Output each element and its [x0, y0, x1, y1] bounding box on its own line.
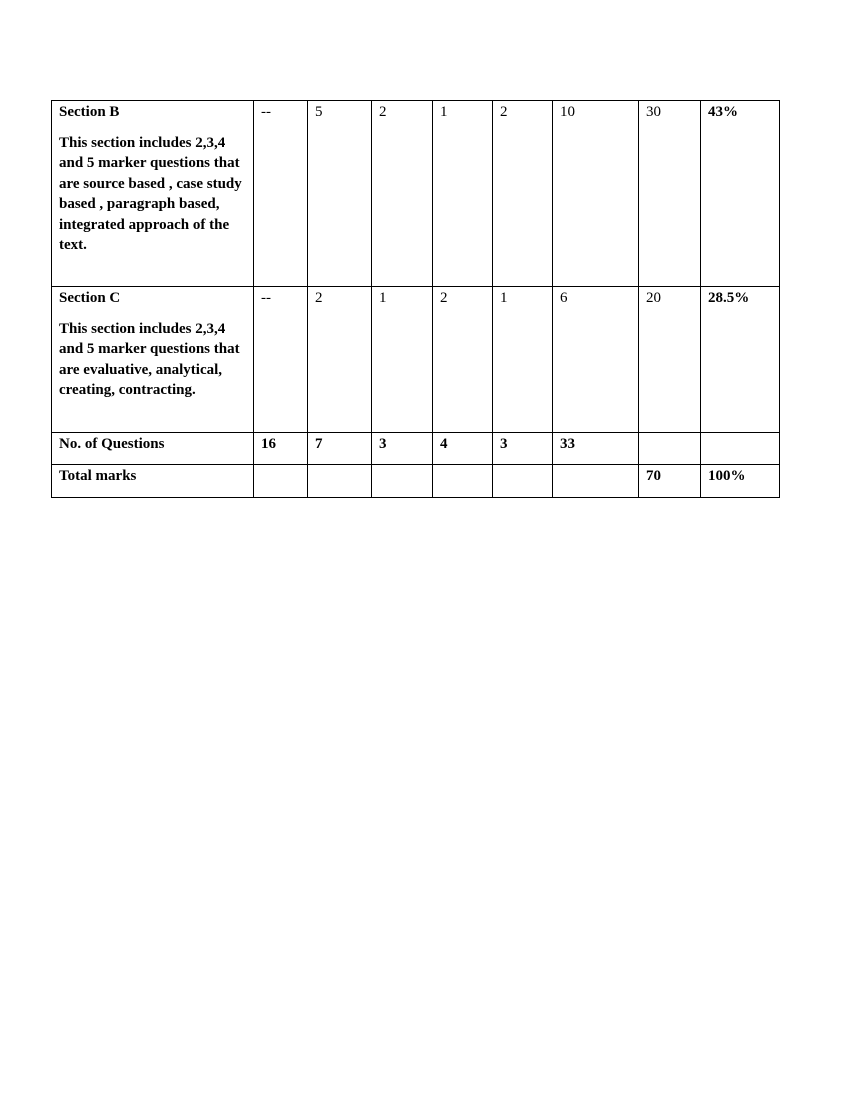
total-marks-cell-5 [493, 465, 553, 498]
section-c-cell-1: -- [254, 287, 308, 433]
section-b-cell-5: 2 [493, 101, 553, 287]
section-c-cell-7: 20 [639, 287, 701, 433]
no-of-questions-cell-2: 7 [308, 433, 372, 465]
total-marks-cell-7: 70 [639, 465, 701, 498]
section-c-cell-2: 2 [308, 287, 372, 433]
section-c-cell-5: 1 [493, 287, 553, 433]
table-row-section-c [52, 287, 780, 433]
no-of-questions-cell-4: 4 [433, 433, 493, 465]
marks-distribution-table [51, 100, 780, 498]
table-row-total-marks [52, 465, 780, 498]
total-marks-label: Total marks [52, 465, 254, 498]
section-c-label-cell [52, 287, 254, 433]
section-c-title: Section C [59, 290, 121, 306]
section-b-description: This section includes 2,3,4 and 5 marker questions that are source based , case study based , paragraph based, integrated approach of the text. [59, 134, 242, 253]
section-b-title: Section B [59, 104, 120, 120]
no-of-questions-cell-1: 16 [254, 433, 308, 465]
no-of-questions-cell-7 [639, 433, 701, 465]
section-c-cell-3: 1 [372, 287, 433, 433]
total-marks-cell-2 [308, 465, 372, 498]
no-of-questions-cell-5: 3 [493, 433, 553, 465]
no-of-questions-cell-6: 33 [553, 433, 639, 465]
no-of-questions-cell-3: 3 [372, 433, 433, 465]
total-marks-cell-4 [433, 465, 493, 498]
section-c-description: This section includes 2,3,4 and 5 marker questions that are evaluative, analytical, creating, contracting. [59, 320, 240, 398]
section-b-cell-3: 2 [372, 101, 433, 287]
section-c-cell-4: 2 [433, 287, 493, 433]
table-row-no-of-questions [52, 433, 780, 465]
section-c-cell-8: 28.5% [701, 287, 780, 433]
section-c-cell-6: 6 [553, 287, 639, 433]
section-b-cell-4: 1 [433, 101, 493, 287]
section-b-label-cell [52, 101, 254, 287]
section-b-cell-7: 30 [639, 101, 701, 287]
total-marks-cell-8: 100% [701, 465, 780, 498]
section-b-cell-1: -- [254, 101, 308, 287]
total-marks-cell-1 [254, 465, 308, 498]
total-marks-cell-6 [553, 465, 639, 498]
no-of-questions-label: No. of Questions [52, 433, 254, 465]
section-b-cell-2: 5 [308, 101, 372, 287]
table-row-section-b [52, 101, 780, 287]
section-b-cell-6: 10 [553, 101, 639, 287]
no-of-questions-cell-8 [701, 433, 780, 465]
total-marks-cell-3 [372, 465, 433, 498]
section-b-cell-8: 43% [701, 101, 780, 287]
